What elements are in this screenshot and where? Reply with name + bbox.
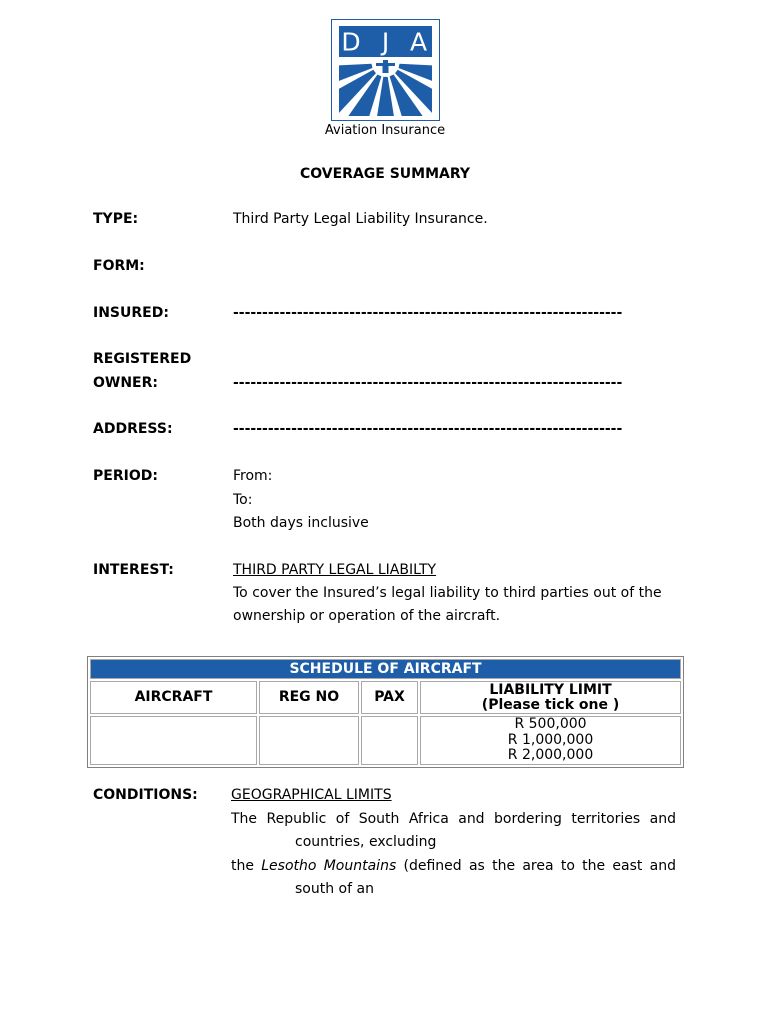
- limit-option: R 500,000: [514, 716, 587, 732]
- period-value: [233, 465, 369, 536]
- registered-owner-label-line2: OWNER:: [93, 374, 159, 391]
- interest-text-line: ownership or operation of the aircraft.: [233, 608, 501, 624]
- interest-heading: THIRD PARTY LEGAL LIABILTY: [233, 562, 437, 578]
- pax-cell: [361, 716, 418, 765]
- conditions-heading: GEOGRAPHICAL LIMITS: [231, 787, 392, 803]
- liability-limit-heading: LIABILITY LIMIT: [489, 681, 612, 698]
- aircraft-cell: [90, 716, 257, 765]
- conditions-text-line: south of an: [295, 881, 374, 897]
- period-from: From:: [233, 468, 273, 484]
- registered-owner-label: [93, 348, 191, 395]
- limit-option: R 1,000,000: [507, 731, 594, 748]
- conditions-text-line: The Republic of South Africa and bordering territories and: [231, 810, 676, 827]
- conditions-label: CONDITIONS:: [93, 787, 198, 803]
- interest-value: [233, 559, 662, 628]
- type-label: TYPE:: [93, 211, 139, 227]
- period-label: PERIOD:: [93, 468, 158, 484]
- column-header-aircraft: AIRCRAFT: [90, 681, 257, 714]
- type-value: Third Party Legal Liability Insurance.: [233, 211, 488, 227]
- conditions-line3-suffix: (defined as the area to the east and: [396, 857, 676, 874]
- conditions-text-line: countries, excluding: [295, 834, 437, 850]
- form-label: FORM:: [93, 258, 145, 274]
- logo-letter-j: J: [381, 27, 390, 57]
- schedule-of-aircraft-table: [87, 656, 684, 768]
- schedule-title: SCHEDULE OF AIRCRAFT: [90, 659, 681, 679]
- limit-option: R 2,000,000: [507, 747, 594, 763]
- interest-text-line: To cover the Insured’s legal liability to third parties out of the: [233, 585, 662, 601]
- table-row: [90, 716, 681, 765]
- period-note: Both days inclusive: [233, 515, 369, 531]
- address-blank-line: -------------------------------------------------------------------: [233, 421, 623, 437]
- reg-no-cell: [259, 716, 359, 765]
- interest-label: INTEREST:: [93, 562, 174, 578]
- insured-blank-line: -------------------------------------------------------------------: [233, 305, 623, 321]
- logo-letter-a: A: [409, 27, 428, 57]
- conditions-line3-italic: Lesotho Mountains: [261, 857, 397, 874]
- conditions-value: [231, 784, 676, 902]
- logo-letter-d: D: [341, 27, 361, 57]
- column-header-liability-limit: [420, 681, 681, 714]
- logo-tagline: Aviation Insurance: [324, 123, 446, 138]
- liability-limit-options: [420, 716, 681, 765]
- column-header-reg-no: REG NO: [259, 681, 359, 714]
- conditions-text-line: [231, 855, 676, 879]
- page-title: COVERAGE SUMMARY: [299, 166, 471, 182]
- registered-owner-blank-line: -------------------------------------------------------------------: [233, 375, 623, 391]
- registered-owner-label-line1: REGISTERED: [93, 351, 192, 367]
- period-to: To:: [233, 491, 253, 508]
- schedule-title-row: [90, 659, 681, 679]
- conditions-line3-prefix: the: [231, 857, 262, 874]
- insured-label: INSURED:: [93, 305, 169, 321]
- dja-logo: [331, 19, 440, 121]
- column-header-pax: PAX: [361, 681, 418, 714]
- schedule-header-row: [90, 681, 681, 714]
- liability-limit-note: (Please tick one ): [481, 696, 620, 713]
- address-label: ADDRESS:: [93, 421, 173, 437]
